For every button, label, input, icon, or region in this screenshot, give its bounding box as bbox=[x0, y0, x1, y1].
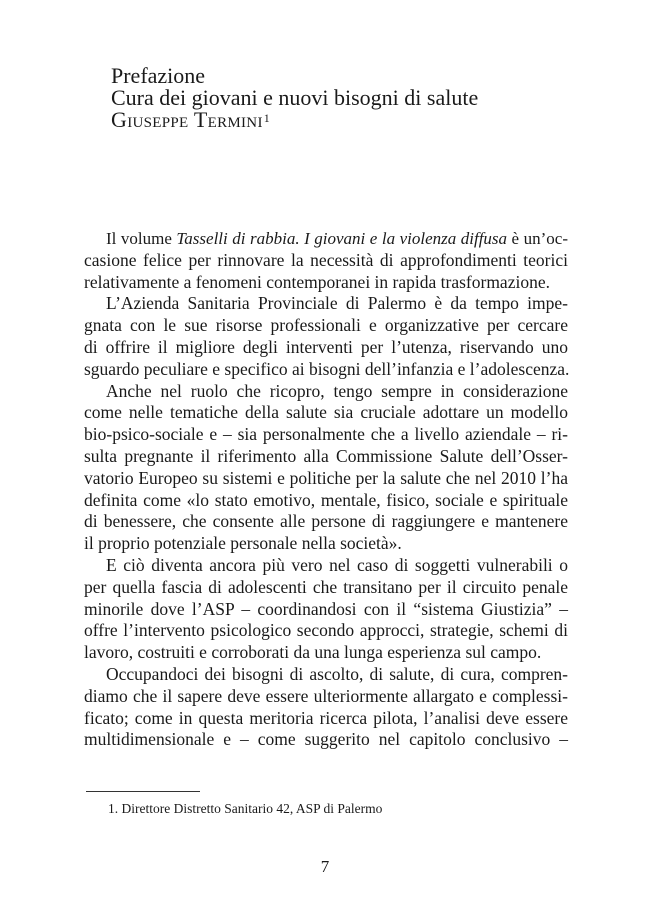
body-line: lavoro, costruiti e corroborati da una lunga esperienza sul campo. bbox=[84, 642, 542, 663]
body-line: casione felice per rinnovare la necessità di approfondimenti teorici bbox=[84, 249, 568, 270]
body-line: offre l’intervento psicologico secondo approcci, strategie, schemi di bbox=[84, 620, 568, 641]
chapter-title: Cura dei giovani e nuovi bisogni di salute bbox=[111, 84, 479, 110]
paragraph-1-intro: Il volume bbox=[106, 229, 177, 248]
body-line: Occupandoci dei bisogni di ascolto, di salute, di cura, compren- bbox=[106, 663, 568, 684]
body-line: il proprio potenziale personale nella società». bbox=[84, 533, 402, 554]
page-number: 7 bbox=[320, 857, 330, 876]
body-line: definita come «lo stato emotivo, mentale, fisico, sociale e spirituale bbox=[84, 489, 568, 510]
body-line: vatorio Europeo su sistemi e politiche per la salute che nel 2010 l’ha bbox=[84, 467, 568, 488]
body-line: per quella fascia di adolescenti che transitano per il circuito penale bbox=[84, 576, 568, 597]
footnote-divider bbox=[86, 791, 200, 792]
body-line: Anche nel ruolo che ricopro, tengo sempre in considerazione bbox=[106, 380, 568, 401]
body-text bbox=[84, 228, 568, 751]
book-title: Tasselli di rabbia. I giovani e la violenza diffusa bbox=[176, 229, 508, 248]
body-line: minorile dove l’ASP – coordinandosi con il “sistema Giustizia” – bbox=[84, 598, 568, 619]
body-line: di benessere, che consente alle persone di raggiungere e mantenere bbox=[84, 511, 568, 532]
body-line: E ciò diventa ancora più vero nel caso di soggetti vulnerabili o bbox=[106, 554, 568, 575]
body-line bbox=[84, 228, 568, 250]
paragraph-1-line-end: è un’oc- bbox=[507, 229, 568, 248]
body-line: gnata con le sue risorse professionali e organizzative per cercare bbox=[84, 315, 568, 336]
body-line: L’Azienda Sanitaria Provinciale di Palermo è da tempo impe- bbox=[106, 293, 568, 314]
footnote: 1. Direttore Distretto Sanitario 42, ASP di Palermo bbox=[108, 801, 383, 816]
body-line: sguardo peculiare e specifico ai bisogni dell’infanzia e l’adolescenza. bbox=[84, 358, 570, 379]
section-label: Prefazione bbox=[111, 63, 206, 88]
body-line: relativamente a fenomeni contemporanei in rapida trasformazione. bbox=[84, 271, 550, 292]
body-line: ficato; come in questa meritoria ricerca pilota, l’analisi deve essere bbox=[84, 707, 568, 728]
body-line: di offrire il migliore degli interventi per l’utenza, riservando uno bbox=[84, 336, 568, 357]
author-name-text: Giuseppe Termini bbox=[111, 106, 263, 132]
body-line: diamo che il sapere deve essere ulteriormente allargato e complessi- bbox=[84, 685, 568, 706]
footnote-ref: 1 bbox=[263, 110, 271, 125]
body-line: come nelle tematiche della salute sia cruciale adottare un modello bbox=[84, 402, 568, 423]
body-line: multidimensionale e – come suggerito nel capitolo conclusivo – bbox=[84, 729, 568, 750]
chapter-heading bbox=[111, 62, 591, 132]
body-line: bio-psico-sociale e – sia personalmente che a livello aziendale – ri- bbox=[84, 424, 568, 445]
body-line: sulta pregnante il riferimento alla Commissione Salute dell’Osser- bbox=[84, 445, 568, 466]
